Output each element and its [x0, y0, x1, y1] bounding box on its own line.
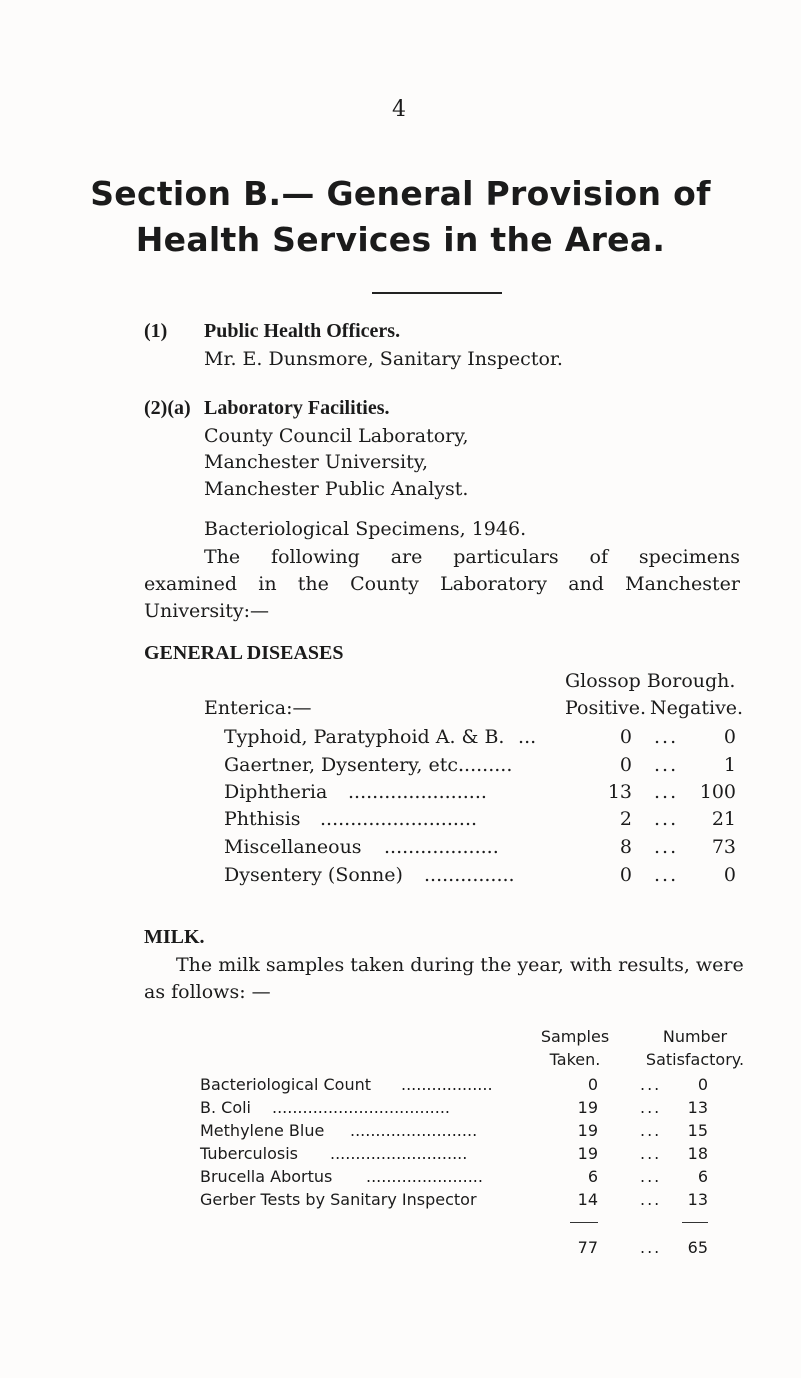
- taken-value: 19: [577, 1144, 598, 1163]
- column-header-glossop-borough: Glossop Borough.: [565, 670, 736, 692]
- row-label: B. Coli: [200, 1098, 251, 1117]
- row-label: Brucella Abortus: [200, 1167, 333, 1186]
- row-label: Diphtheria: [224, 781, 328, 803]
- item-1-number: (1): [144, 320, 168, 342]
- total-satisfactory: 65: [687, 1238, 708, 1257]
- item-2-heading: Laboratory Facilities.: [204, 397, 390, 419]
- column-header-taken: Taken.: [549, 1050, 601, 1069]
- positive-value: 0: [619, 726, 632, 748]
- negative-value: 21: [711, 808, 736, 830]
- negative-value: 100: [699, 781, 736, 803]
- negative-value: 1: [723, 754, 736, 776]
- bacteriological-heading: Bacteriological Specimens, 1946.: [204, 518, 527, 540]
- taken-value: 19: [577, 1098, 598, 1117]
- row-label: Typhoid, Paratyphoid A. & B.: [224, 726, 505, 748]
- taken-value: 0: [587, 1075, 598, 1094]
- bacteriological-paragraph-line: The following are particulars of specimens: [204, 546, 740, 568]
- item-2-line: Manchester University,: [204, 451, 428, 473]
- satisfactory-value: 13: [687, 1190, 708, 1209]
- satisfactory-value: 6: [697, 1167, 708, 1186]
- negative-value: 73: [711, 836, 736, 858]
- taken-value: 6: [587, 1167, 598, 1186]
- positive-value: 0: [619, 754, 632, 776]
- item-2-line: Manchester Public Analyst.: [204, 478, 469, 500]
- milk-heading: MILK.: [144, 926, 205, 948]
- section-title-line-1: Section B.— General Provision of: [90, 174, 711, 213]
- row-label: Miscellaneous: [224, 836, 362, 858]
- taken-value: 14: [577, 1190, 598, 1209]
- column-header-negative: Negative.: [650, 697, 744, 719]
- row-label: Gaertner, Dysentery, etc.: [224, 754, 465, 776]
- negative-value: 0: [723, 726, 736, 748]
- positive-value: 0: [619, 864, 632, 886]
- row-label: Tuberculosis: [200, 1144, 298, 1163]
- satisfactory-value: 0: [697, 1075, 708, 1094]
- row-label: Methylene Blue: [200, 1121, 325, 1140]
- positive-value: 8: [619, 836, 632, 858]
- item-2-line: County Council Laboratory,: [204, 425, 469, 447]
- enterica-label: Enterica:—: [204, 697, 312, 719]
- sum-rule-satisfactory: [682, 1222, 708, 1223]
- column-header-positive: Positive.: [565, 697, 647, 719]
- sum-rule-taken: [570, 1222, 598, 1223]
- bacteriological-paragraph-line: examined in the County Laboratory and Manchester: [144, 573, 740, 595]
- taken-value: 19: [577, 1121, 598, 1140]
- item-2-number: (2)(a): [144, 397, 191, 419]
- positive-value: 13: [607, 781, 632, 803]
- general-diseases-heading: GENERAL DISEASES: [144, 642, 344, 664]
- divider-rule: [372, 292, 502, 294]
- row-label: Dysentery (Sonne): [224, 864, 403, 886]
- satisfactory-value: 15: [687, 1121, 708, 1140]
- total-taken: 77: [577, 1238, 598, 1257]
- row-label: Gerber Tests by Sanitary Inspector: [200, 1190, 477, 1209]
- column-header-number: Number: [662, 1027, 728, 1046]
- bacteriological-paragraph-line: University:—: [144, 600, 269, 622]
- satisfactory-value: 18: [687, 1144, 708, 1163]
- milk-intro-line: as follows: —: [144, 981, 271, 1003]
- negative-value: 0: [723, 864, 736, 886]
- row-label: Bacteriological Count: [200, 1075, 371, 1094]
- item-1-line: Mr. E. Dunsmore, Sanitary Inspector.: [204, 348, 563, 370]
- satisfactory-value: 13: [687, 1098, 708, 1117]
- positive-value: 2: [619, 808, 632, 830]
- section-title-line-2: Health Services in the Area.: [135, 220, 666, 259]
- column-header-samples: Samples: [540, 1027, 610, 1046]
- item-1-heading: Public Health Officers.: [204, 320, 401, 342]
- row-label: Phthisis: [224, 808, 301, 830]
- page-number: 4: [392, 97, 406, 122]
- milk-intro-line: The milk samples taken during the year, with results, were: [176, 954, 744, 976]
- column-header-satisfactory: Satisfactory.: [645, 1050, 745, 1069]
